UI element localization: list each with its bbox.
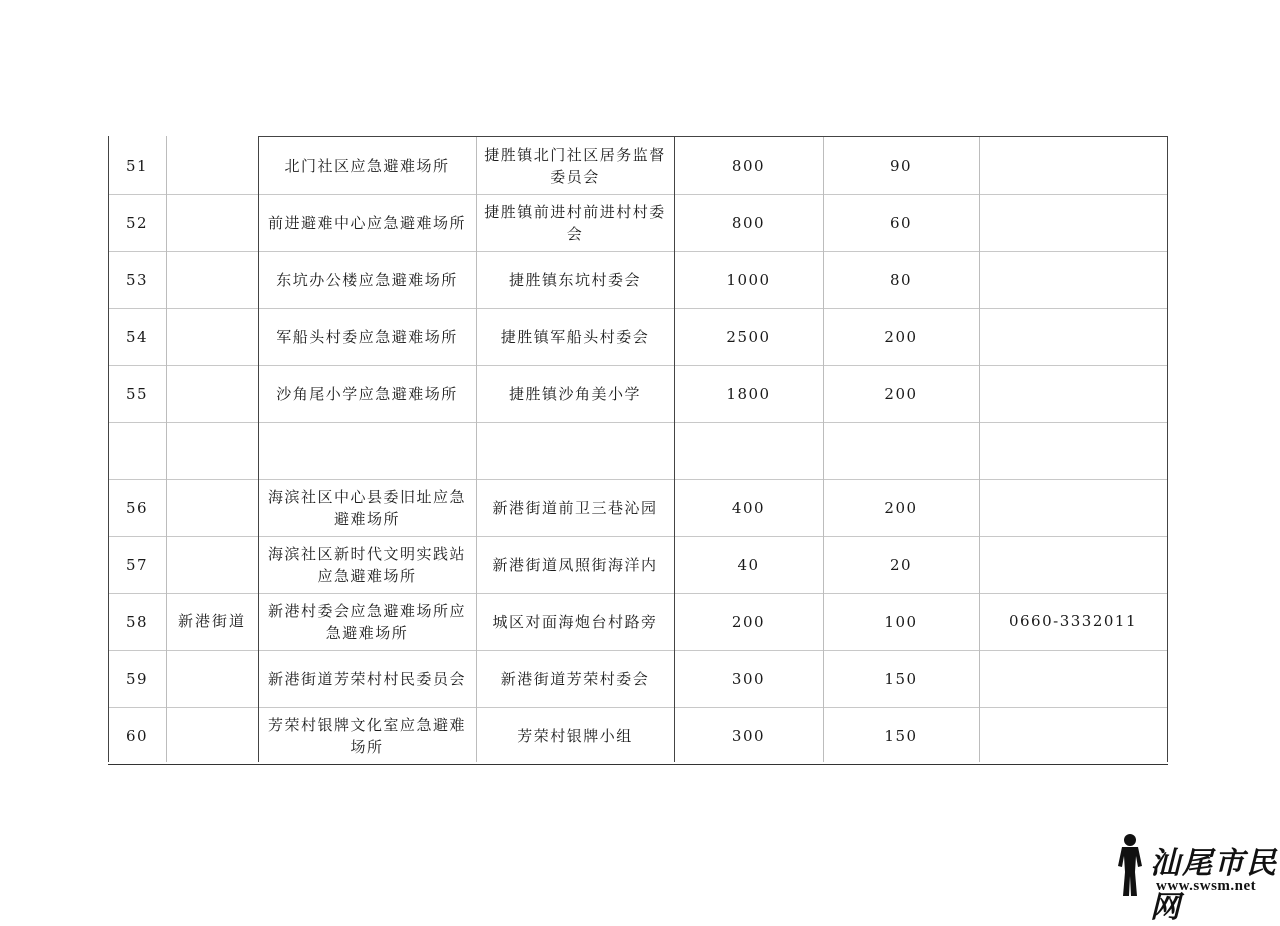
- table-row: [108, 194, 1168, 252]
- capacity-value: 90: [889, 156, 913, 175]
- table-row: [108, 137, 1168, 195]
- row-number: 56: [125, 498, 149, 517]
- row-number: 60: [125, 726, 149, 745]
- managing-unit: 捷胜镇前进村前进村村委会: [484, 202, 666, 243]
- row-number: 57: [125, 555, 149, 574]
- capacity-value: [823, 422, 979, 479]
- shelter-name: 新港村委会应急避难场所应急避难场所: [267, 601, 466, 642]
- capacity-value: 150: [884, 669, 918, 688]
- site-watermark-title: 汕尾市民网: [1150, 846, 1278, 925]
- capacity-value: 150: [884, 726, 918, 745]
- shelter-name: 东坑办公楼应急避难场所: [276, 270, 458, 289]
- table-line-area: [823, 136, 824, 762]
- table-row: [108, 251, 1168, 309]
- area-value: 300: [731, 726, 766, 745]
- area-value: 400: [731, 498, 766, 517]
- capacity-value: 100: [884, 612, 918, 631]
- area-value: 1800: [726, 384, 771, 403]
- row-number: 54: [125, 327, 149, 346]
- managing-unit: 新港街道芳荣村委会: [500, 669, 650, 688]
- managing-unit: 捷胜镇东坑村委会: [508, 270, 641, 289]
- site-watermark-url: www.swsm.net: [1156, 878, 1257, 894]
- table-line-name: [476, 136, 477, 762]
- shelter-name: 北门社区应急避难场所: [284, 156, 450, 175]
- area-value: 800: [731, 213, 766, 232]
- row-number: 55: [125, 384, 149, 403]
- managing-unit: 新港街道凤照街海洋内: [492, 555, 658, 574]
- area-value: 40: [737, 555, 760, 574]
- area-value: 200: [731, 612, 766, 631]
- managing-unit: 芳荣村银牌小组: [517, 726, 633, 745]
- managing-unit: 捷胜镇沙角美小学: [508, 384, 641, 403]
- phone-cell: [979, 479, 1167, 762]
- street-name-cell: [166, 479, 258, 762]
- area-value: 1000: [726, 270, 771, 289]
- managing-unit: [476, 422, 674, 479]
- row-number: 53: [125, 270, 149, 289]
- row-number: 59: [125, 669, 149, 688]
- table-row: [108, 365, 1168, 423]
- row-number: 52: [125, 213, 149, 232]
- table-row: [108, 308, 1168, 366]
- shelter-name: 海滨社区中心县委旧址应急避难场所: [267, 487, 466, 528]
- area-value: [674, 422, 823, 479]
- capacity-value: 60: [889, 213, 913, 232]
- capacity-value: 20: [889, 555, 913, 574]
- table-line-unit: [674, 136, 675, 762]
- table-line-street: [258, 136, 259, 762]
- area-value: 2500: [726, 327, 771, 346]
- table-line-right: [1167, 136, 1168, 762]
- street-name: 新港街道: [177, 612, 246, 630]
- managing-unit: 新港街道前卫三巷沁园: [492, 498, 658, 517]
- shelter-name: 军船头村委应急避难场所: [276, 327, 458, 346]
- managing-unit: 捷胜镇北门社区居务监督委员会: [484, 145, 666, 186]
- managing-unit: 捷胜镇军船头村委会: [500, 327, 650, 346]
- shelter-name: 前进避难中心应急避难场所: [267, 213, 466, 232]
- shelter-name: 芳荣村银牌文化室应急避难场所: [267, 715, 466, 756]
- table-row: [108, 422, 1168, 480]
- row-number: 51: [125, 156, 149, 175]
- capacity-value: 200: [884, 327, 918, 346]
- capacity-value: 200: [884, 498, 918, 517]
- shelter-name: 新港街道芳荣村村民委员会: [267, 669, 466, 688]
- area-value: 300: [731, 669, 766, 688]
- capacity-value: 80: [889, 270, 913, 289]
- shelter-name: 沙角尾小学应急避难场所: [276, 384, 458, 403]
- row-number: [108, 422, 166, 479]
- table-line-top: [258, 136, 1168, 137]
- phone-number: 0660-3332011: [1008, 611, 1138, 630]
- table-line-left: [108, 136, 109, 762]
- row-number: 58: [125, 612, 149, 631]
- shelter-name: 海滨社区新时代文明实践站应急避难场所: [267, 544, 466, 585]
- managing-unit: 城区对面海炮台村路旁: [492, 612, 658, 631]
- capacity-value: 200: [884, 384, 918, 403]
- shelter-name: [258, 422, 476, 479]
- area-value: 800: [731, 156, 766, 175]
